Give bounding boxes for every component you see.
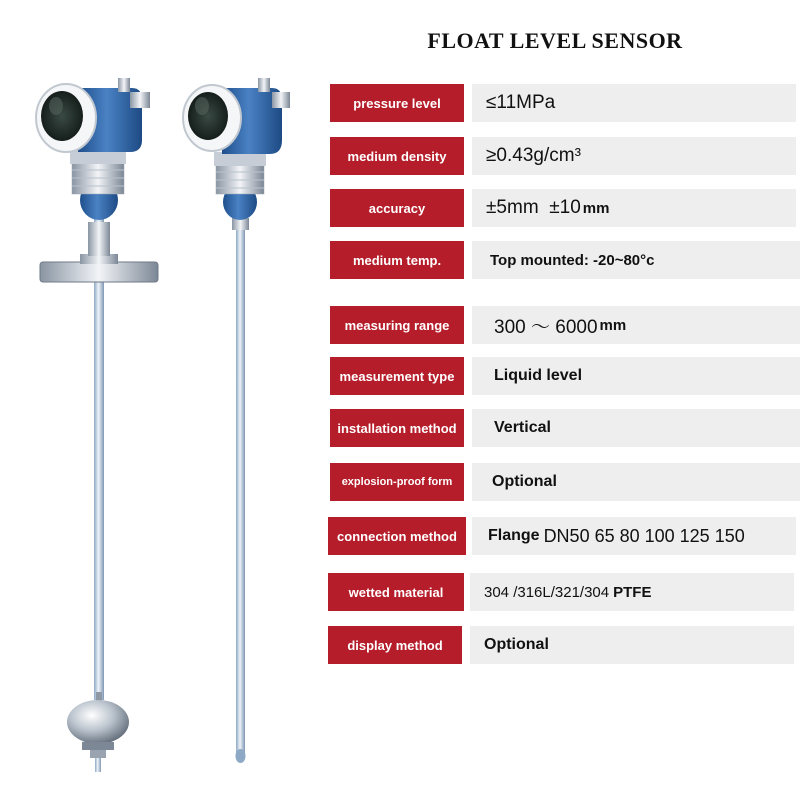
spec-row-display-method <box>328 626 780 664</box>
spec-row-connection-method <box>328 517 780 555</box>
spec-value-text: Top mounted: -20~80°c <box>490 251 655 269</box>
spec-value-text: DN50 65 80 100 125 150 <box>543 525 745 546</box>
spec-value-text: Optional <box>492 473 557 490</box>
spec-value-text: 300 ～ 6000 <box>494 316 598 338</box>
spec-value <box>472 463 800 501</box>
spec-value-text: ≤11MPa <box>486 92 556 113</box>
spec-label: display method <box>328 626 462 664</box>
spec-label: medium density <box>330 137 464 175</box>
spec-value <box>472 189 796 227</box>
page-title: FLOAT LEVEL SENSOR <box>427 28 683 53</box>
spec-row-accuracy <box>330 189 782 227</box>
spec-row-explosion-proof-form <box>330 463 782 501</box>
spec-row-measurement-type <box>330 357 782 395</box>
spec-value <box>472 517 796 555</box>
spec-label: pressure level <box>330 84 464 122</box>
spec-value-text: ±5mm ±10 <box>486 197 581 218</box>
spec-label: connection method <box>328 517 466 555</box>
spec-label: installation method <box>330 409 464 447</box>
spec-row-pressure-level <box>330 84 782 122</box>
spec-label: measurement type <box>330 357 464 395</box>
spec-row-installation-method <box>330 409 782 447</box>
spec-label: measuring range <box>330 306 464 344</box>
sensor-right <box>183 78 290 763</box>
spec-value <box>472 306 800 344</box>
spec-value-text: Vertical <box>494 419 551 436</box>
spec-value-text: Optional <box>484 636 549 653</box>
spec-value-text: Liquid level <box>494 367 583 384</box>
spec-value-text: 304 /316L/321/304 <box>484 583 610 601</box>
spec-value-unit: mm <box>582 199 610 217</box>
spec-label: medium temp. <box>330 241 464 279</box>
spec-value <box>472 84 796 122</box>
spec-value <box>472 409 800 447</box>
spec-value <box>470 626 794 664</box>
spec-value-unit: mm <box>599 316 627 334</box>
spec-label: explosion-proof form <box>330 463 464 501</box>
spec-value <box>472 137 796 175</box>
spec-value-bold: PTFE <box>613 583 652 601</box>
spec-value <box>472 357 800 395</box>
float-level-sensor-illustration <box>0 0 330 800</box>
spec-row-wetted-material <box>328 573 780 611</box>
spec-row-measuring-range <box>330 306 782 344</box>
spec-label: accuracy <box>330 189 464 227</box>
spec-value-text: ≥0.43g/cm³ <box>486 145 581 166</box>
sensor-left <box>36 78 158 772</box>
spec-value-bold: Flange <box>488 527 540 544</box>
spec-value <box>470 573 794 611</box>
spec-row-medium-temp <box>330 241 782 279</box>
spec-value <box>472 241 800 279</box>
spec-label: wetted material <box>328 573 464 611</box>
spec-row-medium-density <box>330 137 782 175</box>
